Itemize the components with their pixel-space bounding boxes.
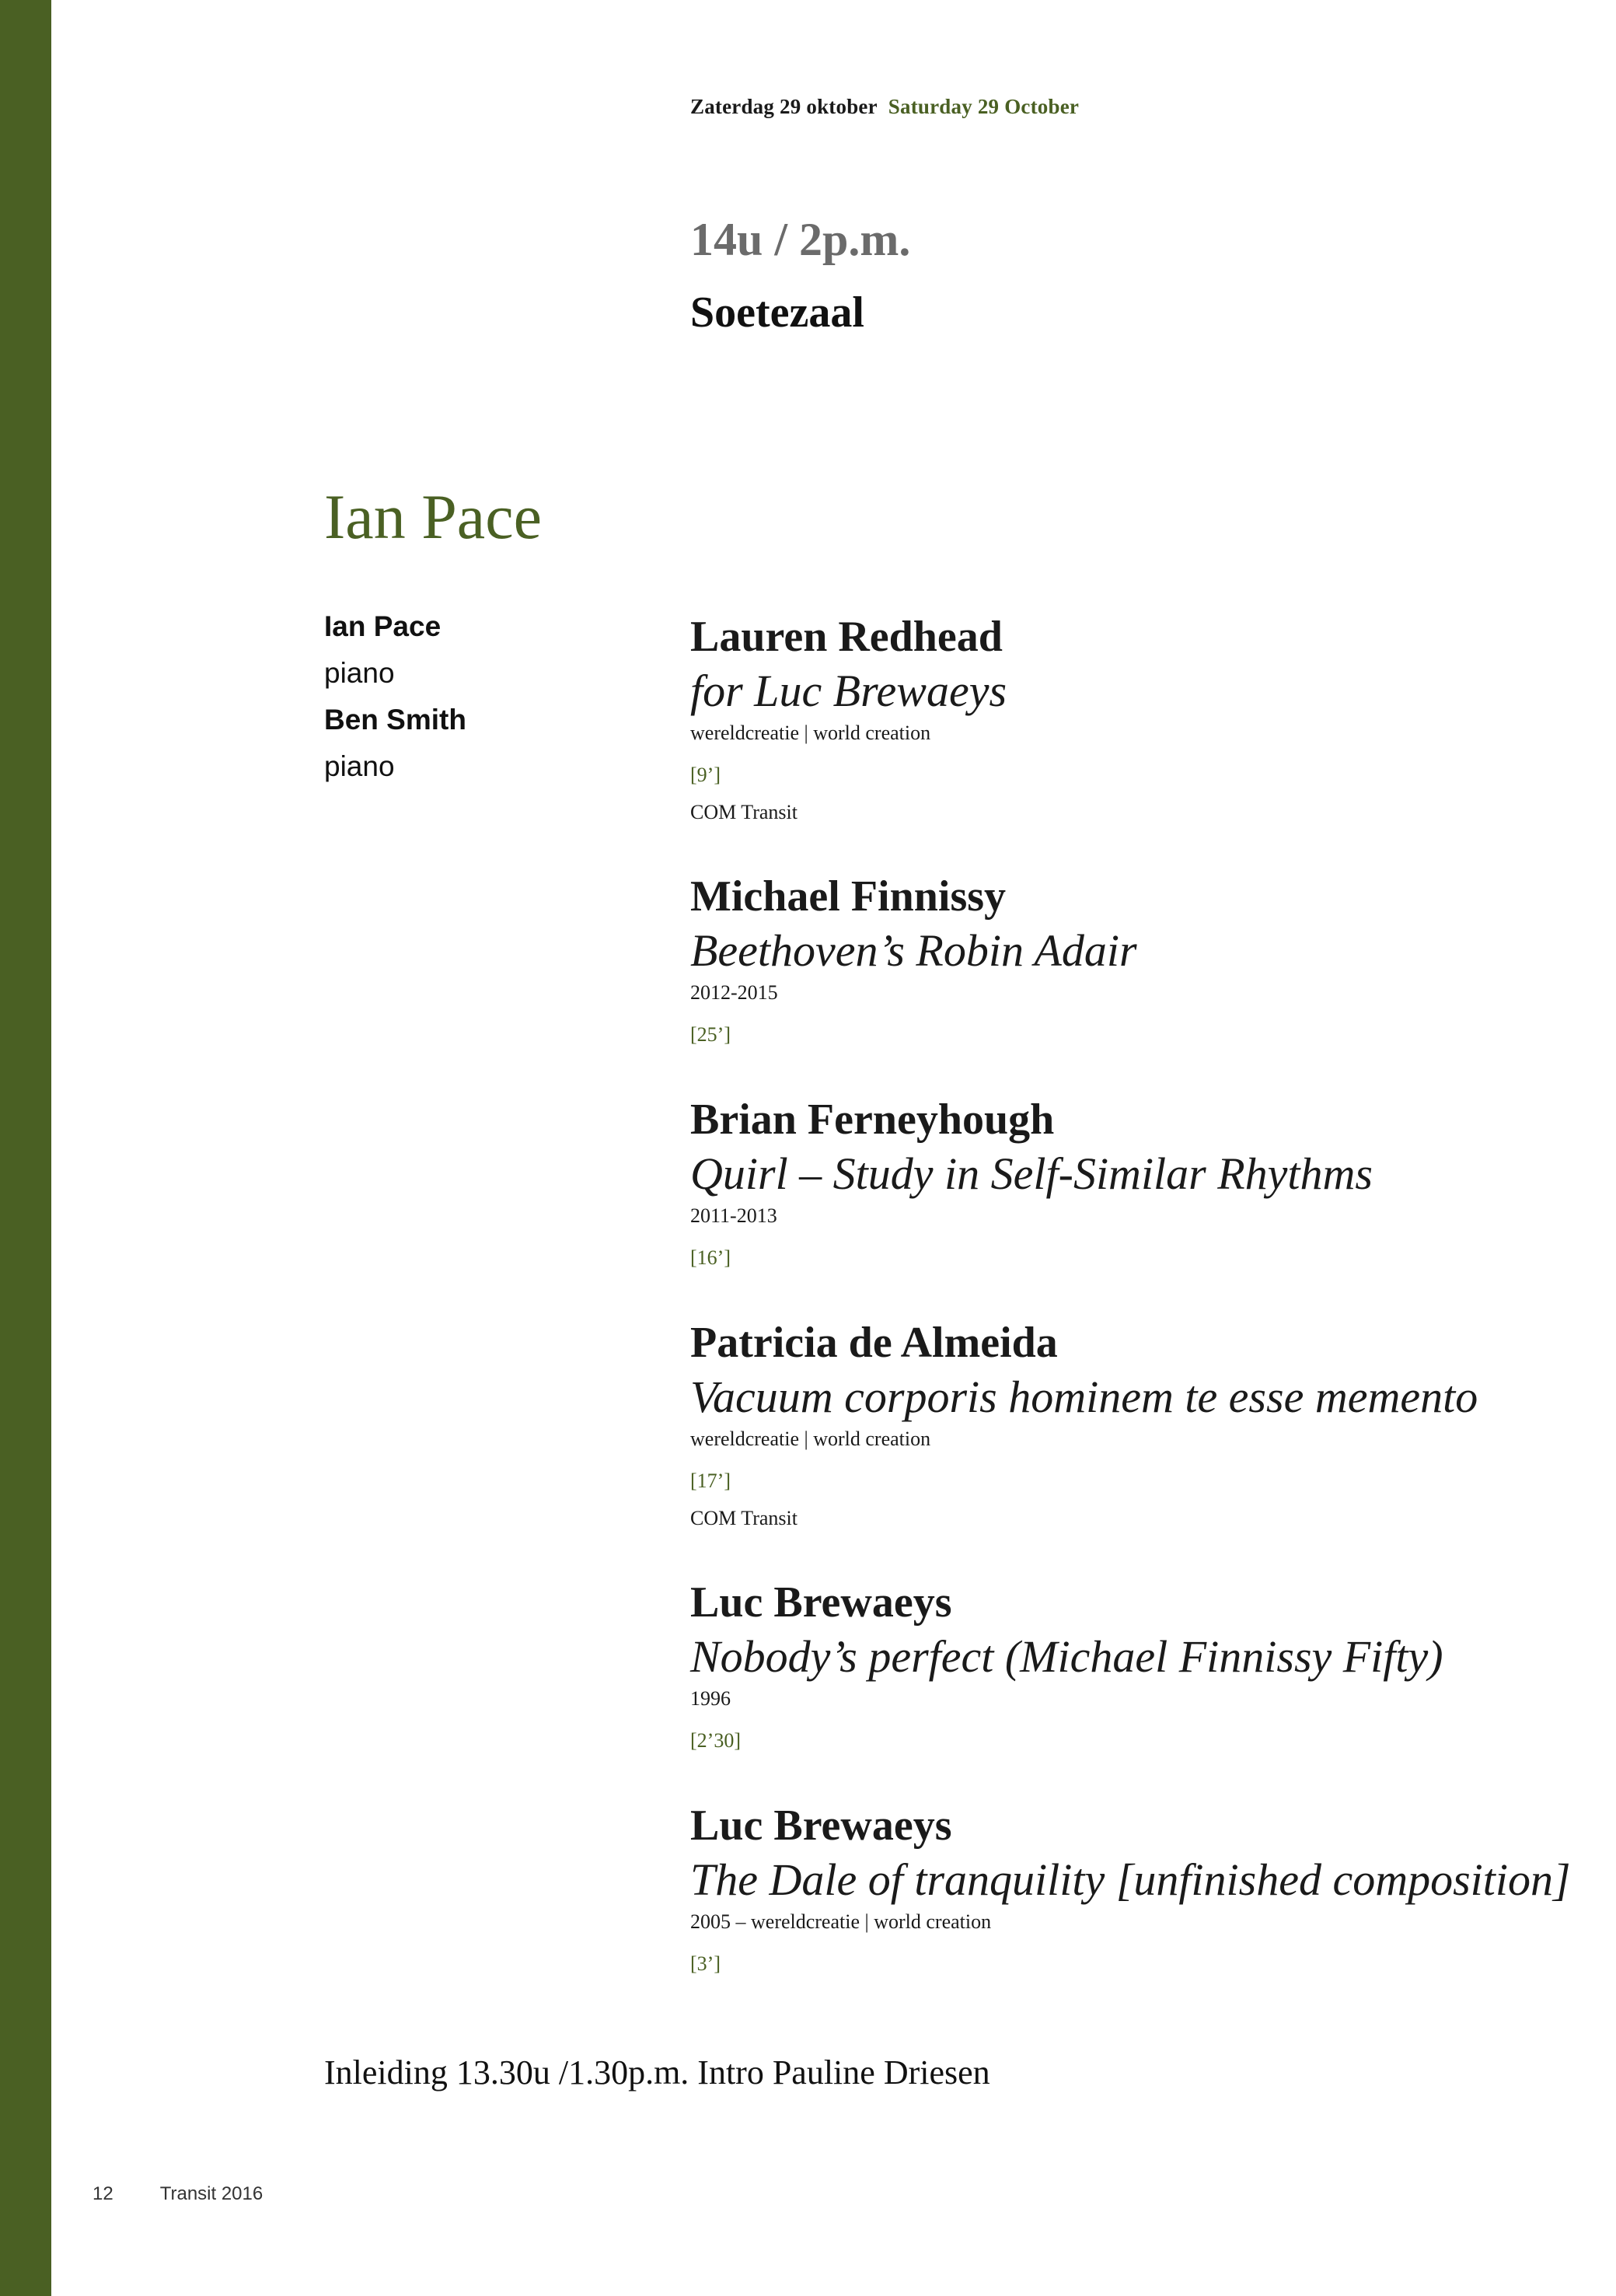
side-accent-bar	[0, 0, 51, 2296]
piece-meta: 2005 – wereldcreatie | world creation	[690, 1910, 992, 1933]
program-item	[690, 1800, 1571, 1977]
piece-meta: 2012-2015	[690, 981, 778, 1004]
piece-title: Vacuum corporis hominem te esse memento	[690, 1372, 1478, 1422]
composer-name: Patricia de Almeida	[690, 1319, 1058, 1367]
performer	[324, 603, 466, 697]
piece-commission: COM Transit	[690, 801, 798, 823]
piece-duration: [9’]	[690, 764, 721, 786]
header-date	[690, 95, 1079, 119]
piece-title: Beethoven’s Robin Adair	[690, 925, 1137, 976]
program-item	[690, 1317, 1478, 1532]
piece-meta: 2011-2013	[690, 1204, 777, 1227]
date-english: Saturday 29 October	[888, 95, 1080, 118]
piece-title: Quirl – Study in Self-Similar Rhythms	[690, 1148, 1373, 1199]
program-item	[690, 1094, 1373, 1271]
performer-instrument: piano	[324, 750, 395, 782]
piece-meta: 1996	[690, 1687, 731, 1710]
performer	[324, 697, 466, 790]
piece-duration: [3’]	[690, 1952, 721, 1975]
piece-meta: wereldcreatie | world creation	[690, 722, 931, 744]
composer-name: Luc Brewaeys	[690, 1578, 952, 1627]
piece-duration: [17’]	[690, 1470, 731, 1492]
program-item	[690, 871, 1137, 1048]
composer-name: Brian Ferneyhough	[690, 1096, 1055, 1144]
piece-title: Nobody’s perfect (Michael Finnissy Fifty)	[690, 1631, 1443, 1682]
program-item	[690, 611, 1007, 826]
composer-name: Luc Brewaeys	[690, 1802, 952, 1850]
concert-title: Ian Pace	[324, 481, 542, 552]
program-item	[690, 1577, 1443, 1754]
performer-instrument: piano	[324, 657, 395, 689]
piece-meta: wereldcreatie | world creation	[690, 1428, 931, 1450]
piece-commission: COM Transit	[690, 1507, 798, 1529]
publication-title: Transit 2016	[159, 2183, 264, 2204]
concert-time: 14u / 2p.m.	[690, 214, 911, 265]
date-dutch: Zaterdag 29 oktober	[690, 95, 878, 118]
performers-list	[324, 603, 466, 790]
piece-duration: [16’]	[690, 1246, 731, 1269]
composer-name: Michael Finnissy	[690, 872, 1007, 921]
piece-duration: [25’]	[690, 1023, 731, 1046]
piece-title: The Dale of tranquility [unfinished composition]	[690, 1854, 1571, 1905]
page-number: 12	[92, 2183, 113, 2204]
piece-title: for Luc Brewaeys	[690, 666, 1007, 716]
performer-name: Ben Smith	[324, 704, 466, 736]
composer-name: Lauren Redhead	[690, 613, 1003, 661]
page-footer	[92, 2183, 263, 2205]
venue: Soetezaal	[690, 288, 864, 337]
performer-name: Ian Pace	[324, 610, 442, 642]
intro-note: Inleiding 13.30u /1.30p.m. Intro Pauline Driesen	[324, 2053, 990, 2092]
piece-duration: [2’30]	[690, 1729, 741, 1752]
